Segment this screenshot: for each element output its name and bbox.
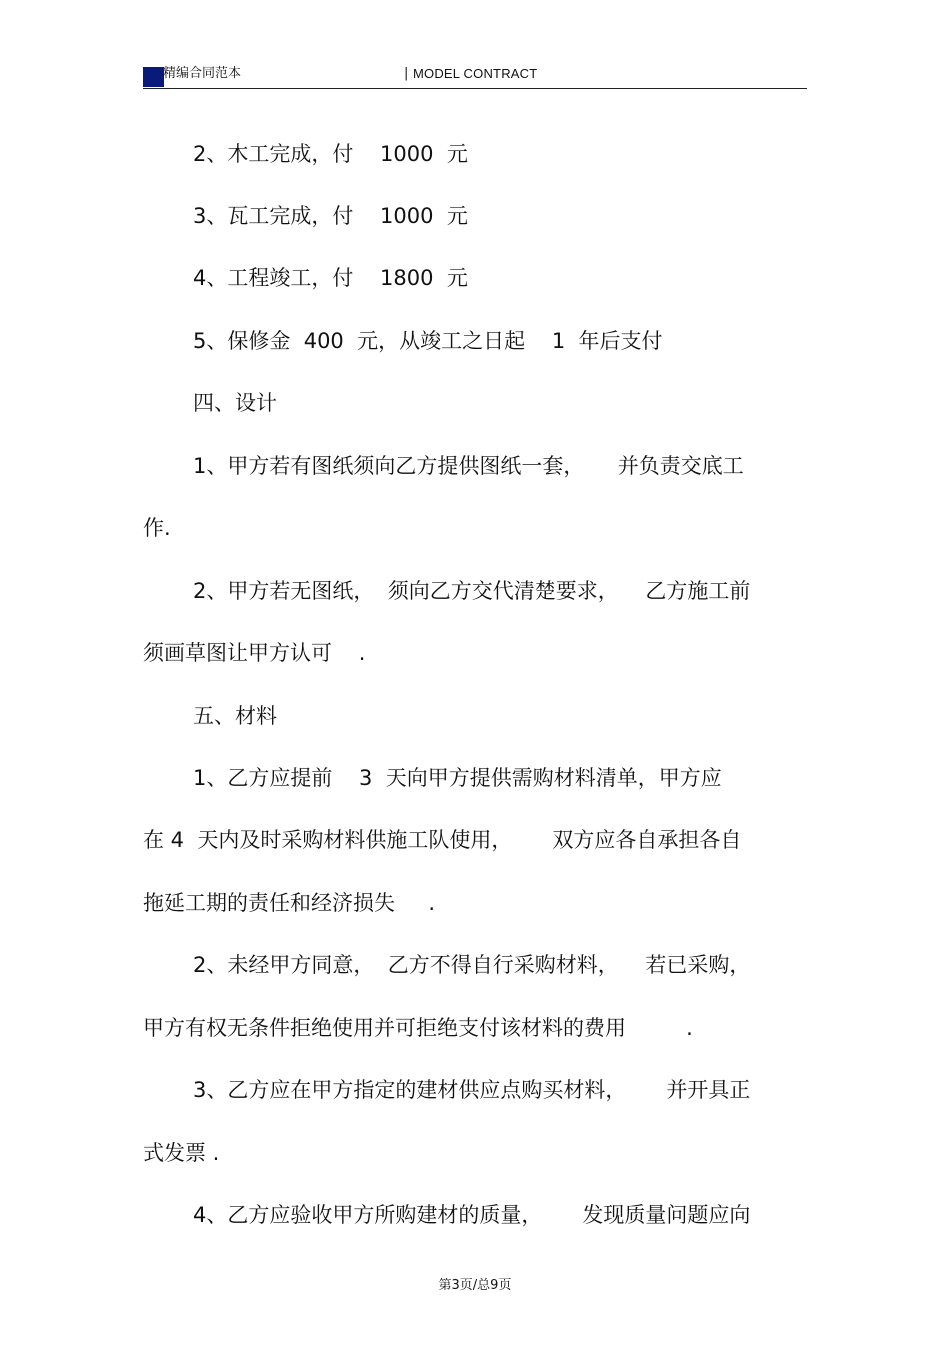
text-line: 式发票 . bbox=[143, 1141, 220, 1165]
text-line: 5、保修金 400 元，从竣工之日起 1 年后支付 bbox=[193, 329, 663, 353]
text-line: 4、工程竣工，付 1800 元 bbox=[193, 266, 468, 290]
text-line: 4、乙方应验收甲方所购建材的质量， 发现质量问题应向 bbox=[193, 1203, 751, 1227]
page-footer: 第3页/总9页 bbox=[438, 1278, 512, 1293]
text-line: 拖延工期的责任和经济损失 . bbox=[143, 891, 436, 915]
logo-icon bbox=[143, 67, 164, 87]
section-heading: 四、设计 bbox=[193, 391, 277, 415]
header-subtitle: MODEL CONTRACT bbox=[413, 66, 538, 81]
text-line: 作. bbox=[143, 516, 171, 540]
text-line: 2、未经甲方同意， 乙方不得自行采购材料， 若已采购， bbox=[193, 953, 751, 977]
section-heading: 五、材料 bbox=[193, 704, 277, 728]
text-line: 须画草图让甲方认可 . bbox=[143, 641, 366, 665]
text-line: 3、乙方应在甲方指定的建材供应点购买材料， 并开具正 bbox=[193, 1078, 751, 1102]
text-line: 1、甲方若有图纸须向乙方提供图纸一套， 并负责交底工 bbox=[193, 454, 744, 478]
text-line: 2、木工完成，付 1000 元 bbox=[193, 142, 468, 166]
text-line: 3、瓦工完成，付 1000 元 bbox=[193, 204, 468, 228]
text-line: 1、乙方应提前 3 天向甲方提供需购材料清单，甲方应 bbox=[193, 766, 722, 790]
page-header bbox=[143, 62, 807, 89]
text-line: 甲方有权无条件拒绝使用并可拒绝支付该材料的费用 . bbox=[143, 1016, 693, 1040]
header-title: 精编合同范本 bbox=[163, 66, 242, 81]
header-separator: | bbox=[404, 66, 409, 81]
text-line: 在 4 天内及时采购材料供施工队使用， 双方应各自承担各自 bbox=[143, 828, 742, 852]
text-line: 2、甲方若无图纸， 须向乙方交代清楚要求， 乙方施工前 bbox=[193, 579, 751, 603]
